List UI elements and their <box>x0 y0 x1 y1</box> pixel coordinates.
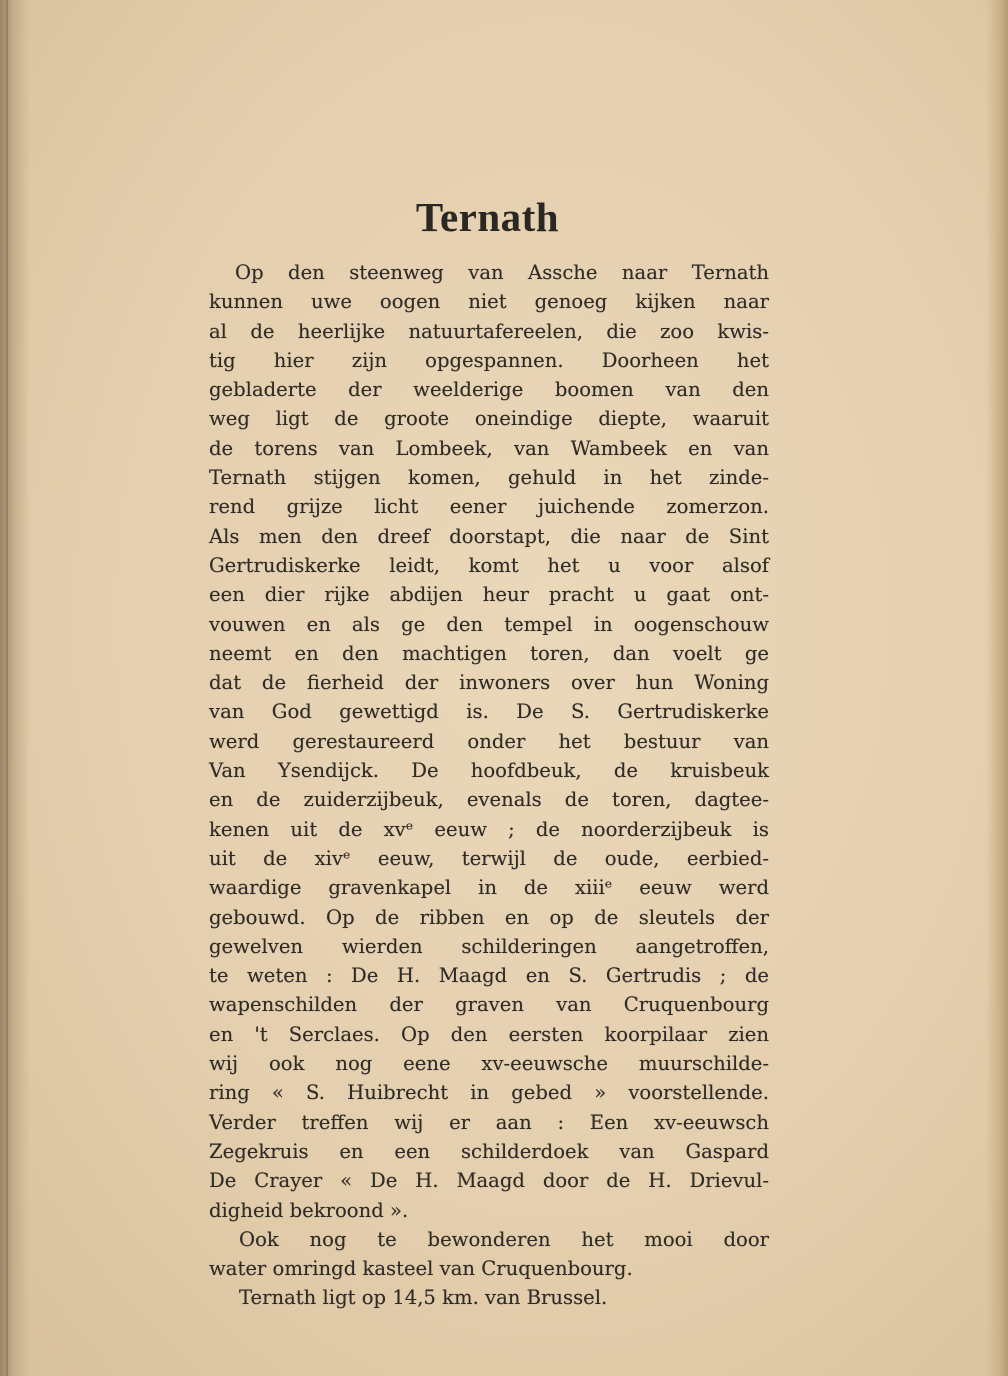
text-line: Ternath ligt op 14,5 km. van Brussel. <box>239 1286 608 1310</box>
text-line: water omringd kasteel van Cruquenbourg. <box>209 1257 633 1281</box>
text-line: en 't Serclaes. Op den eersten koorpilaar zien <box>209 1022 769 1046</box>
text-line: Ternath stijgen komen, gehuld in het zinde- <box>209 466 769 490</box>
text-line: Als men den dreef doorstapt, die naar de Sint <box>209 524 769 548</box>
text-line: gewelven wierden schilderingen aangetroffen, <box>209 934 769 958</box>
text-line: kunnen uwe oogen niet genoeg kijken naar <box>209 290 769 314</box>
text-line: rend grijze licht eener juichende zomerzon. <box>209 495 769 519</box>
text-line: al de heerlijke natuurtafereelen, die zoo kwis- <box>209 319 769 343</box>
text-line: tig hier zijn opgespannen. Doorheen het <box>209 348 769 372</box>
text-line: Verder treffen wij er aan : Een xv-eeuwsch <box>209 1110 769 1134</box>
text-line: Gertrudiskerke leidt, komt het u voor alsof <box>209 553 769 577</box>
text-line: neemt en den machtigen toren, dan voelt ge <box>209 641 769 665</box>
text-line: uit de xivᵉ eeuw, terwijl de oude, eerbied- <box>209 846 769 870</box>
text-line: de torens van Lombeek, van Wambeek en van <box>209 436 769 460</box>
paragraph-1 <box>209 258 769 1225</box>
text-line: vouwen en als ge den tempel in oogenschouw <box>209 612 769 636</box>
text-line: gebladerte der weelderige boomen van den <box>209 378 769 402</box>
text-line: digheid bekroond ». <box>209 1198 409 1222</box>
text-line: weg ligt de groote oneindige diepte, waaruit <box>209 407 769 431</box>
text-line: Op den steenweg van Assche naar Ternath <box>235 261 769 284</box>
page-edge <box>986 0 1008 1376</box>
text-line: van God gewettigd is. De S. Gertrudiskerke <box>209 700 769 724</box>
text-line: De Crayer « De H. Maagd door de H. Drievul- <box>209 1169 769 1193</box>
text-line: en de zuiderzijbeuk, evenals de toren, dagtee- <box>209 788 769 812</box>
text-line: Ook nog te bewonderen het mooi door <box>239 1227 769 1251</box>
text-line: gebouwd. Op de ribben en op de sleutels der <box>209 905 769 929</box>
text-line: ring « S. Huibrecht in gebed » voorstellende. <box>209 1081 769 1105</box>
text-line: wij ook nog eene xv-eeuwsche muurschilde- <box>209 1052 769 1076</box>
text-line: waardige gravenkapel in de xiiiᵉ eeuw werd <box>209 876 769 900</box>
text-line: een dier rijke abdijen heur pracht u gaat ont- <box>209 583 769 607</box>
paragraph-2 <box>209 1225 769 1284</box>
text-line: dat de fierheid der inwoners over hun Woning <box>209 671 769 695</box>
paragraph-3 <box>209 1283 769 1312</box>
text-line: Zegekruis en een schilderdoek van Gaspard <box>209 1139 769 1163</box>
page-title: Ternath <box>415 194 560 240</box>
text-line: wapenschilden der graven van Cruquenbourg <box>209 993 769 1017</box>
text-line: werd gerestaureerd onder het bestuur van <box>209 729 769 753</box>
text-line: Van Ysendijck. De hoofdbeuk, de kruisbeuk <box>209 759 769 783</box>
text-line: kenen uit de xvᵉ eeuw ; de noorderzijbeuk is <box>209 817 769 841</box>
text-line: te weten : De H. Maagd en S. Gertrudis ; de <box>209 964 769 988</box>
body-text <box>209 258 769 1313</box>
